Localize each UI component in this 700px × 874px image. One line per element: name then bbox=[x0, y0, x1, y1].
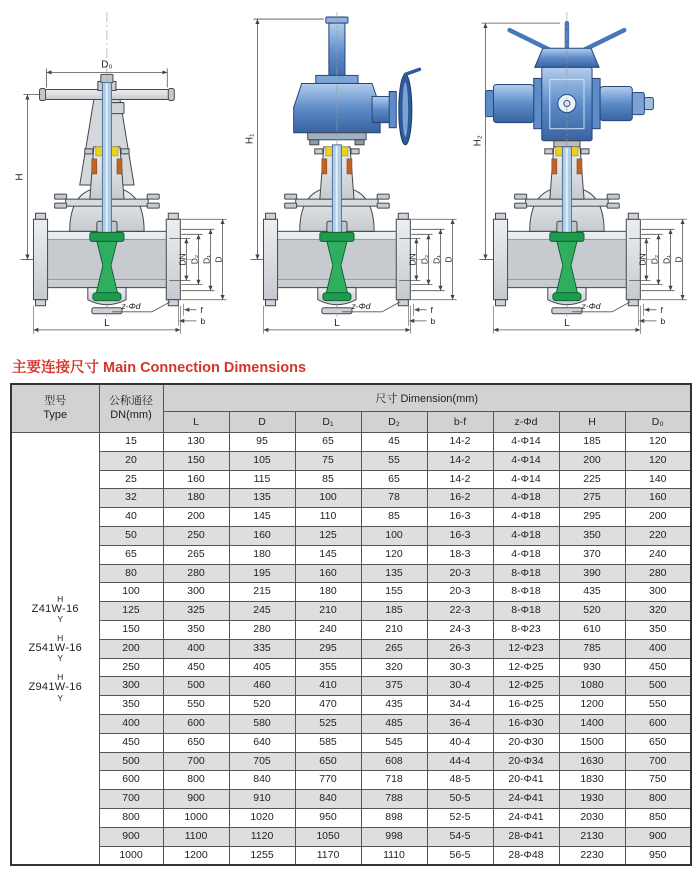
table-cell: 485 bbox=[361, 714, 427, 733]
table-cell: 20-Φ34 bbox=[493, 752, 559, 771]
col-header-type-zh: 型号 bbox=[44, 394, 67, 407]
table-cell: 370 bbox=[559, 545, 625, 564]
table-cell: 120 bbox=[625, 433, 691, 452]
dim-label-b: b bbox=[200, 315, 206, 326]
dim-label-l: L bbox=[564, 317, 570, 329]
gear-operator bbox=[294, 17, 420, 145]
table-cell: 105 bbox=[229, 451, 295, 470]
table-cell: 1500 bbox=[559, 733, 625, 752]
table-cell: 460 bbox=[229, 677, 295, 696]
table-cell: 1100 bbox=[163, 827, 229, 846]
table-cell: 520 bbox=[229, 696, 295, 715]
table-row bbox=[11, 808, 691, 827]
table-cell: 110 bbox=[295, 508, 361, 527]
table-cell: 1200 bbox=[559, 696, 625, 715]
section-title: 主要连接尺寸 Main Connection Dimensions bbox=[12, 360, 307, 376]
table-cell: 4-Φ18 bbox=[493, 526, 559, 545]
valve-stem bbox=[562, 147, 571, 240]
table-cell: 998 bbox=[361, 827, 427, 846]
table-cell: 65 bbox=[361, 470, 427, 489]
table-cell: 520 bbox=[559, 602, 625, 621]
table-row bbox=[11, 658, 691, 677]
dim-label-d1: D₁ bbox=[661, 254, 672, 265]
table-cell: 550 bbox=[163, 696, 229, 715]
table-row bbox=[11, 583, 691, 602]
dim-label-d: D bbox=[443, 256, 454, 263]
table-cell: 4-Φ14 bbox=[493, 451, 559, 470]
table-cell: 1200 bbox=[163, 846, 229, 865]
table-cell: 600 bbox=[163, 714, 229, 733]
table-cell: 65 bbox=[295, 433, 361, 452]
table-cell: 350 bbox=[559, 526, 625, 545]
table-cell: 75 bbox=[295, 451, 361, 470]
table-cell: 40-4 bbox=[427, 733, 493, 752]
table-cell: 355 bbox=[295, 658, 361, 677]
table-cell: 24-Φ41 bbox=[493, 808, 559, 827]
table-cell: 240 bbox=[295, 620, 361, 639]
table-row bbox=[11, 846, 691, 865]
table-cell: 800 bbox=[625, 790, 691, 809]
table-cell: 155 bbox=[361, 583, 427, 602]
table-cell: 25 bbox=[99, 470, 163, 489]
table-cell: 320 bbox=[625, 602, 691, 621]
valve-stem bbox=[332, 145, 341, 240]
dim-label-d: D bbox=[673, 256, 684, 263]
dim-label-l: L bbox=[334, 317, 340, 329]
table-cell: 950 bbox=[295, 808, 361, 827]
table-cell: 120 bbox=[625, 451, 691, 470]
table-cell: 22-3 bbox=[427, 602, 493, 621]
col-header-D1: D₁ bbox=[295, 412, 361, 433]
bolt-hole-callout: z-Φd bbox=[121, 300, 141, 311]
table-cell: 840 bbox=[229, 771, 295, 790]
table-row bbox=[11, 771, 691, 790]
col-header-type bbox=[11, 384, 99, 433]
dim-label-d1: D₁ bbox=[201, 254, 212, 265]
table-cell: 55 bbox=[361, 451, 427, 470]
table-cell: 1630 bbox=[559, 752, 625, 771]
table-cell: 300 bbox=[99, 677, 163, 696]
dim-label-b: b bbox=[430, 315, 436, 326]
dim-label-d2: D₂ bbox=[419, 254, 430, 265]
table-cell: 550 bbox=[625, 696, 691, 715]
table-cell: 20 bbox=[99, 451, 163, 470]
table-row bbox=[11, 620, 691, 639]
table-cell: 48-5 bbox=[427, 771, 493, 790]
table-cell: 44-4 bbox=[427, 752, 493, 771]
table-cell: 700 bbox=[99, 790, 163, 809]
dim-label-h1: H₁ bbox=[244, 133, 256, 145]
table-cell: 400 bbox=[163, 639, 229, 658]
table-cell: 390 bbox=[559, 564, 625, 583]
table-cell: 250 bbox=[163, 526, 229, 545]
dim-label-l: L bbox=[104, 317, 110, 329]
table-cell: 700 bbox=[163, 752, 229, 771]
valve-stem bbox=[102, 82, 111, 239]
table-cell: 900 bbox=[625, 827, 691, 846]
table-cell: 600 bbox=[99, 771, 163, 790]
table-row bbox=[11, 733, 691, 752]
table-cell: 500 bbox=[163, 677, 229, 696]
table-cell: 200 bbox=[625, 508, 691, 527]
col-header-D2: D₂ bbox=[361, 412, 427, 433]
table-cell: 4-Φ14 bbox=[493, 433, 559, 452]
col-header-dn-en: DN(mm) bbox=[110, 408, 152, 421]
table-cell: 325 bbox=[163, 602, 229, 621]
table-cell: 335 bbox=[229, 639, 295, 658]
table-cell: 125 bbox=[295, 526, 361, 545]
table-cell: 28-Φ41 bbox=[493, 827, 559, 846]
dim-label-d0: D₀ bbox=[101, 59, 113, 71]
table-cell: 295 bbox=[295, 639, 361, 658]
table-row bbox=[11, 827, 691, 846]
table-row bbox=[11, 714, 691, 733]
table-cell: 150 bbox=[163, 451, 229, 470]
table-cell: 950 bbox=[625, 846, 691, 865]
table-row bbox=[11, 489, 691, 508]
table-cell: 95 bbox=[229, 433, 295, 452]
col-header-L: L bbox=[163, 412, 229, 433]
table-cell: 185 bbox=[361, 602, 427, 621]
table-cell: 20-3 bbox=[427, 564, 493, 583]
table-cell: 320 bbox=[361, 658, 427, 677]
bolt-hole-callout: z-Φd bbox=[351, 300, 371, 311]
table-cell: 4-Φ18 bbox=[493, 489, 559, 508]
table-cell: 840 bbox=[295, 790, 361, 809]
table-cell: 280 bbox=[229, 620, 295, 639]
table-cell: 8-Φ18 bbox=[493, 602, 559, 621]
table-cell: 600 bbox=[625, 714, 691, 733]
table-cell: 650 bbox=[625, 733, 691, 752]
col-header-D0: D₀ bbox=[625, 412, 691, 433]
table-cell: 2130 bbox=[559, 827, 625, 846]
table-cell: 100 bbox=[361, 526, 427, 545]
table-row bbox=[11, 677, 691, 696]
table-cell: 32 bbox=[99, 489, 163, 508]
table-row bbox=[11, 433, 691, 452]
table-cell: 1400 bbox=[559, 714, 625, 733]
table-cell: 400 bbox=[99, 714, 163, 733]
table-cell: 26-3 bbox=[427, 639, 493, 658]
table-cell: 1000 bbox=[99, 846, 163, 865]
table-cell: 45 bbox=[361, 433, 427, 452]
table-cell: 195 bbox=[229, 564, 295, 583]
table-cell: 450 bbox=[163, 658, 229, 677]
table-cell: 160 bbox=[625, 489, 691, 508]
table-cell: 850 bbox=[625, 808, 691, 827]
table-cell: 140 bbox=[625, 470, 691, 489]
table-cell: 1255 bbox=[229, 846, 295, 865]
table-cell: 1110 bbox=[361, 846, 427, 865]
table-cell: 65 bbox=[99, 545, 163, 564]
table-cell: 30-4 bbox=[427, 677, 493, 696]
table-cell: 410 bbox=[295, 677, 361, 696]
table-cell: 770 bbox=[295, 771, 361, 790]
dim-label-d2: D₂ bbox=[649, 254, 660, 265]
col-header-dimension-group: 尺寸 Dimension(mm) bbox=[163, 384, 691, 412]
drawing-gate-valve-handwheel bbox=[8, 6, 236, 348]
table-row bbox=[11, 470, 691, 489]
table-cell: 350 bbox=[163, 620, 229, 639]
table-cell: 160 bbox=[295, 564, 361, 583]
table-cell: 80 bbox=[99, 564, 163, 583]
dimension-table bbox=[10, 383, 692, 866]
table-cell: 50-5 bbox=[427, 790, 493, 809]
table-row bbox=[11, 545, 691, 564]
table-cell: 500 bbox=[99, 752, 163, 771]
dimension-table-body bbox=[11, 433, 691, 866]
dim-label-d2: D₂ bbox=[189, 254, 200, 265]
type-cell bbox=[11, 433, 99, 866]
table-cell: 220 bbox=[625, 526, 691, 545]
table-cell: 24-3 bbox=[427, 620, 493, 639]
table-cell: 210 bbox=[295, 602, 361, 621]
table-cell: 700 bbox=[625, 752, 691, 771]
drawing-gate-valve-bevel-gear bbox=[238, 6, 466, 348]
table-cell: 400 bbox=[625, 639, 691, 658]
table-cell: 2230 bbox=[559, 846, 625, 865]
table-cell: 40 bbox=[99, 508, 163, 527]
table-cell: 280 bbox=[625, 564, 691, 583]
table-cell: 24-Φ41 bbox=[493, 790, 559, 809]
table-cell: 640 bbox=[229, 733, 295, 752]
table-cell: 350 bbox=[99, 696, 163, 715]
dim-label-h2: H₂ bbox=[472, 135, 484, 147]
table-cell: 450 bbox=[625, 658, 691, 677]
table-cell: 435 bbox=[361, 696, 427, 715]
table-row bbox=[11, 790, 691, 809]
table-cell: 8-Φ23 bbox=[493, 620, 559, 639]
table-cell: 14-2 bbox=[427, 470, 493, 489]
valve-type: H Z541W-16 Y bbox=[28, 632, 83, 664]
table-row bbox=[11, 639, 691, 658]
table-cell: 525 bbox=[295, 714, 361, 733]
table-cell: 200 bbox=[559, 451, 625, 470]
table-cell: 12-Φ25 bbox=[493, 677, 559, 696]
table-cell: 585 bbox=[295, 733, 361, 752]
table-cell: 78 bbox=[361, 489, 427, 508]
table-cell: 135 bbox=[361, 564, 427, 583]
electric-actuator bbox=[485, 23, 653, 147]
table-row bbox=[11, 526, 691, 545]
dim-label-dn: DN bbox=[177, 253, 188, 266]
table-cell: 34-4 bbox=[427, 696, 493, 715]
col-header-type-en: Type bbox=[43, 408, 68, 421]
table-cell: 280 bbox=[163, 564, 229, 583]
table-cell: 16-2 bbox=[427, 489, 493, 508]
table-cell: 145 bbox=[229, 508, 295, 527]
table-cell: 470 bbox=[295, 696, 361, 715]
table-cell: 100 bbox=[295, 489, 361, 508]
table-cell: 160 bbox=[163, 470, 229, 489]
dim-label-f: f bbox=[200, 304, 203, 315]
table-cell: 545 bbox=[361, 733, 427, 752]
dim-label-h: H bbox=[14, 173, 26, 181]
table-cell: 56-5 bbox=[427, 846, 493, 865]
dim-label-f: f bbox=[430, 304, 433, 315]
table-cell: 800 bbox=[99, 808, 163, 827]
table-cell: 135 bbox=[229, 489, 295, 508]
table-cell: 650 bbox=[163, 733, 229, 752]
col-header-H: H bbox=[559, 412, 625, 433]
table-cell: 4-Φ18 bbox=[493, 508, 559, 527]
table-cell: 125 bbox=[99, 602, 163, 621]
table-cell: 16-Φ25 bbox=[493, 696, 559, 715]
table-cell: 930 bbox=[559, 658, 625, 677]
table-cell: 1930 bbox=[559, 790, 625, 809]
table-cell: 8-Φ18 bbox=[493, 564, 559, 583]
table-cell: 145 bbox=[295, 545, 361, 564]
table-cell: 705 bbox=[229, 752, 295, 771]
table-cell: 1120 bbox=[229, 827, 295, 846]
table-cell: 150 bbox=[99, 620, 163, 639]
dim-label-f: f bbox=[660, 304, 663, 315]
table-cell: 250 bbox=[99, 658, 163, 677]
table-cell: 16-3 bbox=[427, 526, 493, 545]
col-header-zphid: z-Φd bbox=[493, 412, 559, 433]
table-row bbox=[11, 752, 691, 771]
col-header-D: D bbox=[229, 412, 295, 433]
table-cell: 300 bbox=[163, 583, 229, 602]
table-cell: 180 bbox=[163, 489, 229, 508]
table-cell: 300 bbox=[625, 583, 691, 602]
table-cell: 16-Φ30 bbox=[493, 714, 559, 733]
table-row bbox=[11, 602, 691, 621]
table-cell: 240 bbox=[625, 545, 691, 564]
table-cell: 910 bbox=[229, 790, 295, 809]
table-cell: 2030 bbox=[559, 808, 625, 827]
table-cell: 375 bbox=[361, 677, 427, 696]
table-cell: 28-Φ48 bbox=[493, 846, 559, 865]
table-cell: 85 bbox=[295, 470, 361, 489]
table-cell: 52-5 bbox=[427, 808, 493, 827]
drawing-gate-valve-electric bbox=[468, 6, 696, 348]
table-cell: 30-3 bbox=[427, 658, 493, 677]
table-cell: 350 bbox=[625, 620, 691, 639]
col-header-dn bbox=[99, 384, 163, 433]
table-cell: 20-Φ41 bbox=[493, 771, 559, 790]
table-cell: 120 bbox=[361, 545, 427, 564]
table-cell: 115 bbox=[229, 470, 295, 489]
table-cell: 265 bbox=[163, 545, 229, 564]
table-cell: 785 bbox=[559, 639, 625, 658]
dim-label-d: D bbox=[213, 256, 224, 263]
table-row bbox=[11, 451, 691, 470]
table-cell: 130 bbox=[163, 433, 229, 452]
table-cell: 100 bbox=[99, 583, 163, 602]
table-cell: 12-Φ23 bbox=[493, 639, 559, 658]
table-cell: 4-Φ18 bbox=[493, 545, 559, 564]
table-cell: 18-3 bbox=[427, 545, 493, 564]
table-cell: 500 bbox=[625, 677, 691, 696]
table-cell: 450 bbox=[99, 733, 163, 752]
table-cell: 608 bbox=[361, 752, 427, 771]
table-cell: 788 bbox=[361, 790, 427, 809]
table-cell: 1080 bbox=[559, 677, 625, 696]
table-cell: 215 bbox=[229, 583, 295, 602]
col-header-dn-zh: 公称通径 bbox=[109, 394, 153, 407]
table-cell: 1020 bbox=[229, 808, 295, 827]
table-cell: 14-2 bbox=[427, 433, 493, 452]
table-cell: 718 bbox=[361, 771, 427, 790]
table-row bbox=[11, 508, 691, 527]
dim-label-dn: DN bbox=[637, 253, 648, 266]
table-cell: 15 bbox=[99, 433, 163, 452]
table-cell: 50 bbox=[99, 526, 163, 545]
table-cell: 1050 bbox=[295, 827, 361, 846]
table-cell: 245 bbox=[229, 602, 295, 621]
table-cell: 265 bbox=[361, 639, 427, 658]
valve-type: H Z941W-16 Y bbox=[28, 672, 83, 703]
table-cell: 210 bbox=[361, 620, 427, 639]
table-cell: 750 bbox=[625, 771, 691, 790]
valve-drawings bbox=[0, 0, 700, 348]
table-cell: 54-5 bbox=[427, 827, 493, 846]
table-cell: 900 bbox=[163, 790, 229, 809]
table-row bbox=[11, 564, 691, 583]
bolt-hole-callout: z-Φd bbox=[581, 300, 601, 311]
table-cell: 16-3 bbox=[427, 508, 493, 527]
table-cell: 180 bbox=[295, 583, 361, 602]
table-cell: 12-Φ25 bbox=[493, 658, 559, 677]
table-cell: 180 bbox=[229, 545, 295, 564]
table-cell: 1170 bbox=[295, 846, 361, 865]
table-cell: 898 bbox=[361, 808, 427, 827]
table-cell: 405 bbox=[229, 658, 295, 677]
table-cell: 1830 bbox=[559, 771, 625, 790]
table-cell: 1000 bbox=[163, 808, 229, 827]
dim-label-d1: D₁ bbox=[431, 254, 442, 265]
table-cell: 4-Φ14 bbox=[493, 470, 559, 489]
table-row bbox=[11, 696, 691, 715]
table-cell: 225 bbox=[559, 470, 625, 489]
table-cell: 650 bbox=[295, 752, 361, 771]
table-cell: 275 bbox=[559, 489, 625, 508]
table-cell: 200 bbox=[99, 639, 163, 658]
table-cell: 295 bbox=[559, 508, 625, 527]
table-cell: 185 bbox=[559, 433, 625, 452]
table-cell: 14-2 bbox=[427, 451, 493, 470]
dim-label-dn: DN bbox=[407, 253, 418, 266]
valve-type: H Z41W-16 Y bbox=[31, 593, 79, 625]
table-cell: 800 bbox=[163, 771, 229, 790]
table-cell: 160 bbox=[229, 526, 295, 545]
table-cell: 900 bbox=[99, 827, 163, 846]
table-cell: 8-Φ18 bbox=[493, 583, 559, 602]
table-cell: 200 bbox=[163, 508, 229, 527]
col-header-bf: b-f bbox=[427, 412, 493, 433]
table-cell: 580 bbox=[229, 714, 295, 733]
table-cell: 610 bbox=[559, 620, 625, 639]
dim-label-b: b bbox=[660, 315, 666, 326]
table-cell: 36-4 bbox=[427, 714, 493, 733]
table-cell: 20-3 bbox=[427, 583, 493, 602]
table-cell: 85 bbox=[361, 508, 427, 527]
table-cell: 435 bbox=[559, 583, 625, 602]
table-cell: 20-Φ30 bbox=[493, 733, 559, 752]
